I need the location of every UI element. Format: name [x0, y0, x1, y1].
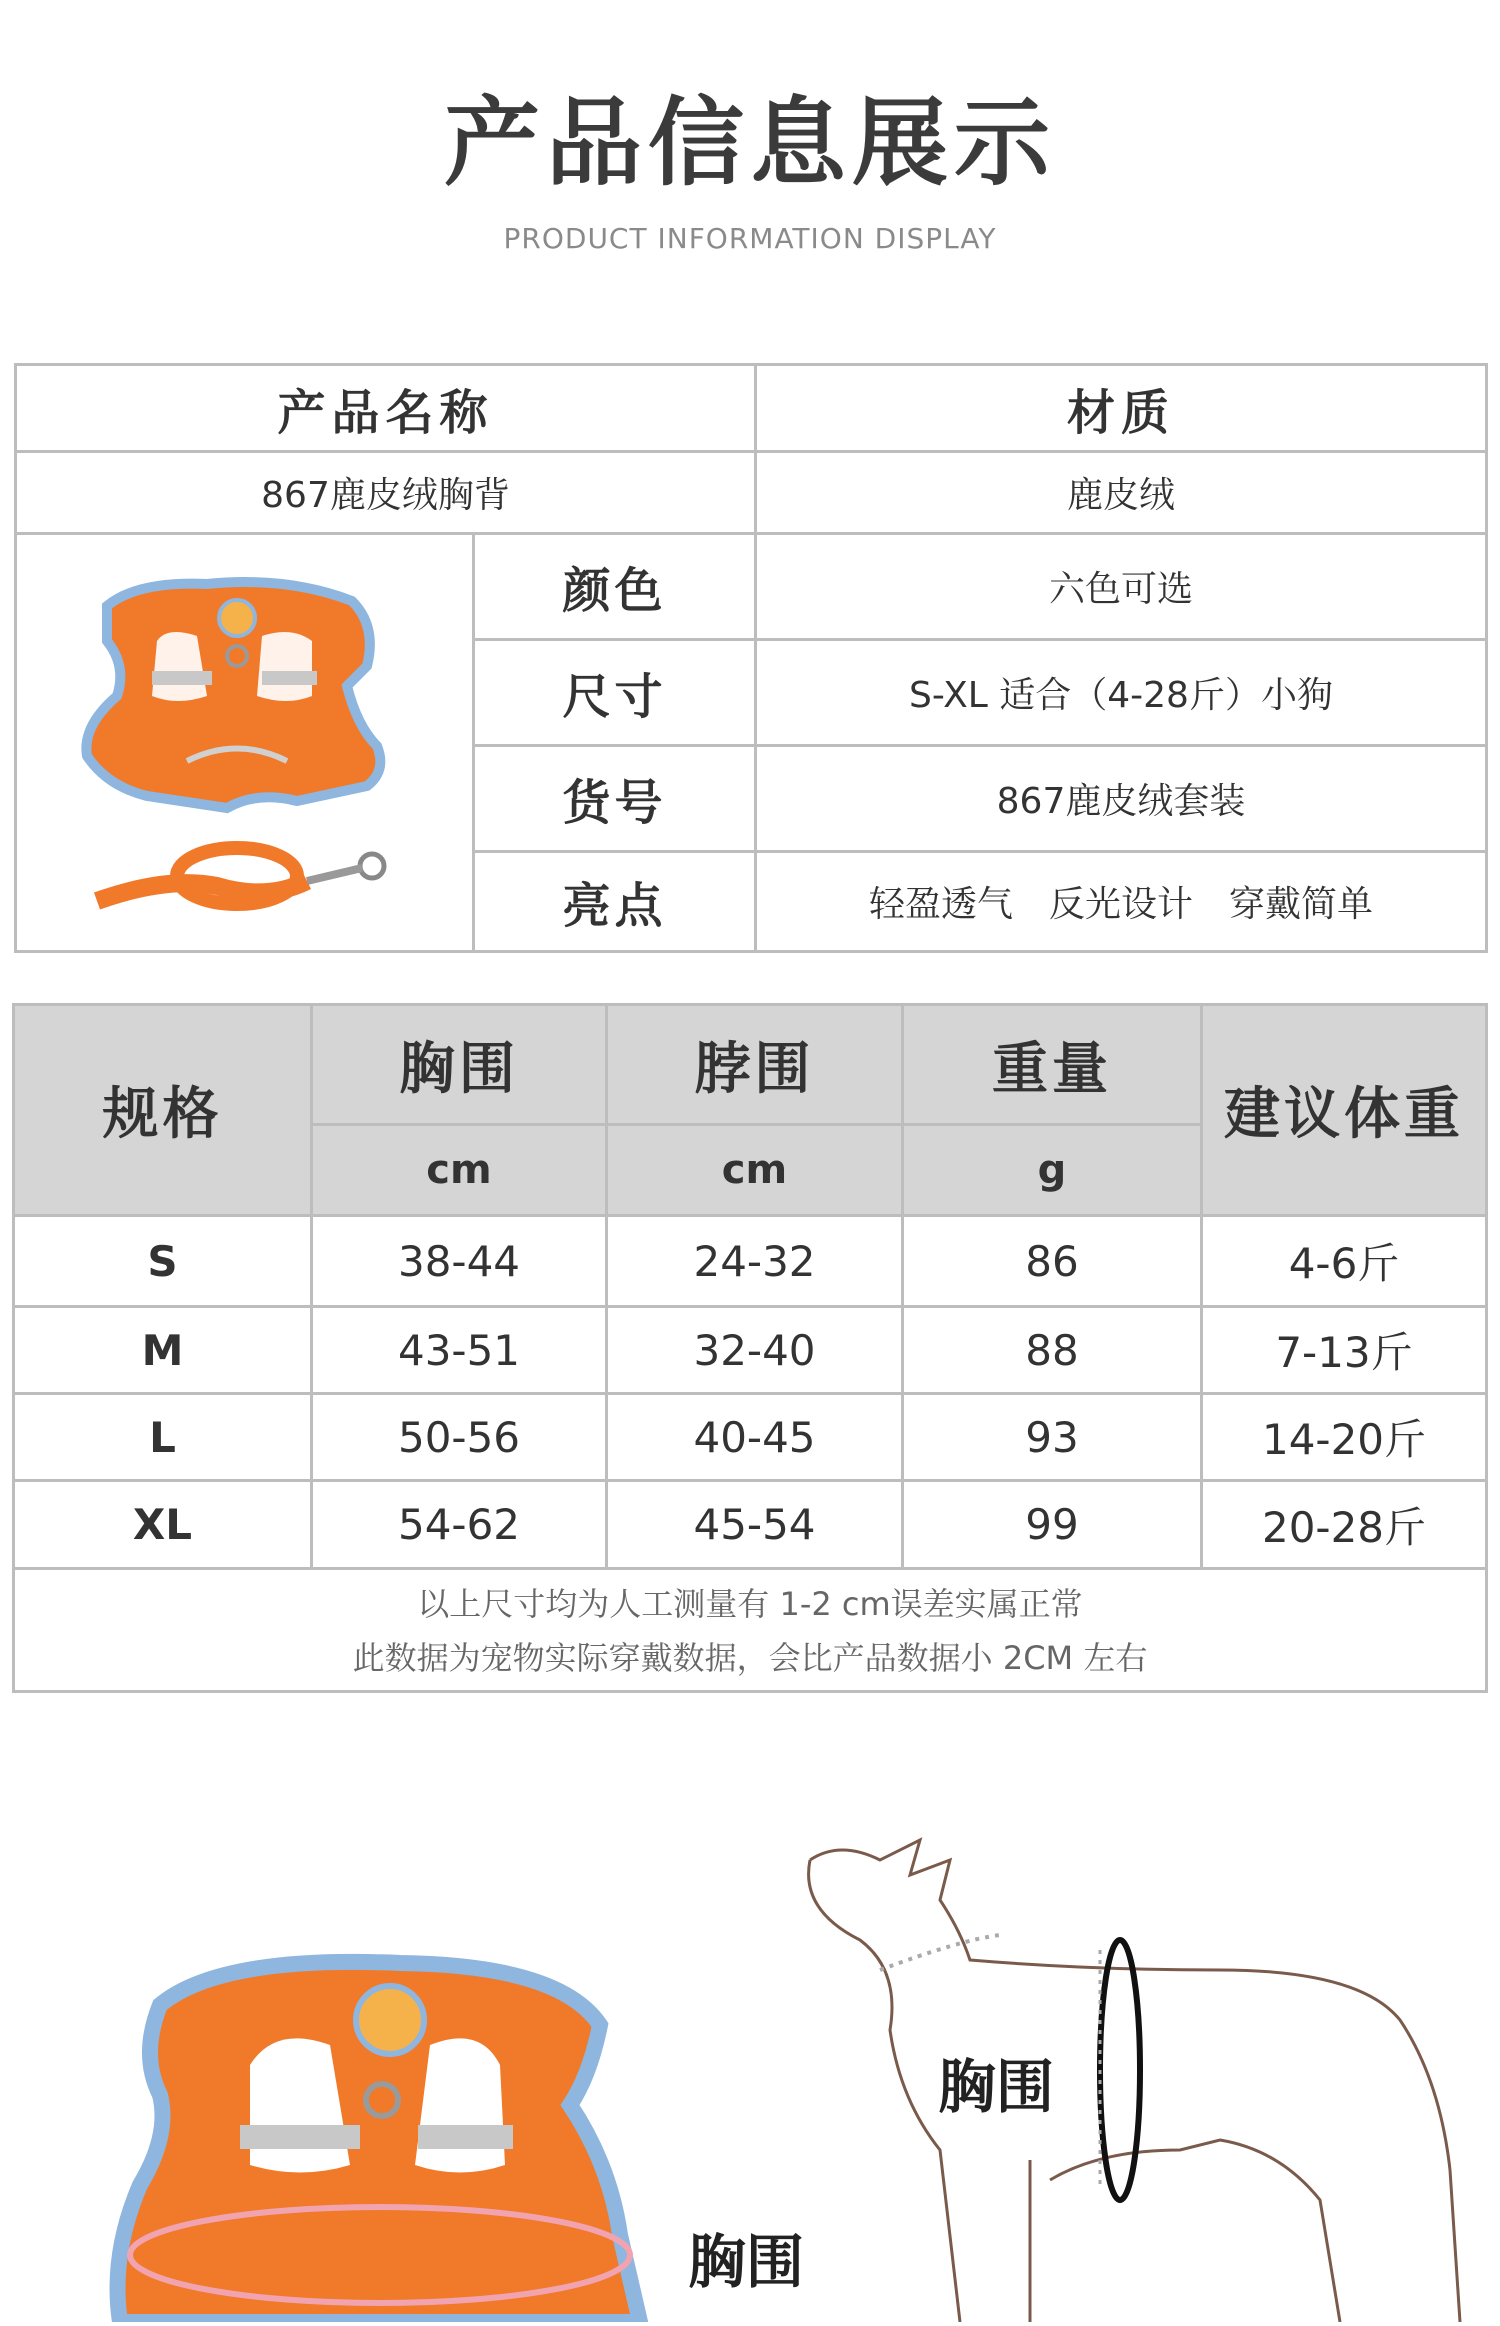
table-cell: 4-6斤: [1288, 1239, 1400, 1288]
dog-chest-label: 胸围: [938, 2053, 1055, 2121]
neck-header: 脖围: [694, 1036, 815, 1102]
table-cell: 88: [1025, 1325, 1079, 1375]
neck-unit: cm: [721, 1147, 788, 1193]
dog-outline-illustration: [800, 1820, 1480, 2322]
table-cell: 40-45: [693, 1412, 816, 1462]
table-cell: 14-20斤: [1261, 1415, 1427, 1464]
highlights-label: 亮点: [562, 878, 667, 934]
size-table: [12, 1003, 1488, 1693]
size-l: L: [149, 1412, 176, 1462]
material-value: 鹿皮绒: [1066, 475, 1175, 516]
item-number-value: 867鹿皮绒套装: [996, 781, 1246, 822]
table-cell: 93: [1025, 1412, 1079, 1462]
product-image: [47, 546, 447, 946]
measurement-note: 以上尺寸均为人工测量有 1-2 cm误差实属正常: [417, 1585, 1083, 1623]
harness-illustration: [100, 1935, 660, 2322]
size-value: S-XL 适合（4-28斤）小狗: [909, 675, 1333, 716]
size-label: 尺寸: [562, 669, 667, 725]
table-cell: 20-28斤: [1261, 1502, 1427, 1552]
weight-header: 重量: [992, 1036, 1112, 1102]
highlights-value: 轻盈透气 反光设计 穿戴简单: [868, 884, 1373, 925]
page-subtitle: PRODUCT INFORMATION DISPLAY: [503, 221, 997, 255]
color-value: 六色可选: [1048, 569, 1193, 610]
table-cell: 24-32: [693, 1236, 816, 1286]
weight-unit: g: [1037, 1147, 1067, 1193]
size-s: S: [147, 1236, 178, 1286]
harness-chest-label: 胸围: [688, 2228, 805, 2296]
product-info-table: [14, 363, 1488, 953]
product-name-header: 产品名称: [277, 384, 494, 441]
size-xl: XL: [132, 1500, 193, 1549]
chest-header: 胸围: [399, 1036, 519, 1102]
table-cell: 50-56: [397, 1412, 521, 1462]
spec-header: 规格: [102, 1082, 223, 1147]
chest-unit: cm: [426, 1147, 492, 1193]
table-cell: 43-51: [397, 1325, 521, 1375]
table-cell: 7-13斤: [1275, 1328, 1413, 1377]
table-cell: 99: [1025, 1500, 1079, 1549]
table-cell: 38-44: [397, 1236, 521, 1286]
product-name-value: 867鹿皮绒胸背: [261, 475, 510, 516]
table-cell: 32-40: [693, 1325, 816, 1375]
table-cell: 54-62: [397, 1500, 521, 1549]
recommended-weight-header: 建议体重: [1224, 1082, 1464, 1147]
material-header: 材质: [1066, 384, 1175, 441]
item-number-label: 货号: [562, 775, 667, 831]
size-m: M: [141, 1325, 184, 1375]
wearing-note: 此数据为宠物实际穿戴数据，会比产品数据小 2CM 左右: [352, 1639, 1148, 1677]
table-cell: 45-54: [693, 1500, 816, 1549]
color-label: 颜色: [562, 563, 667, 619]
page-title: 产品信息展示: [444, 86, 1056, 199]
table-cell: 86: [1025, 1236, 1079, 1286]
